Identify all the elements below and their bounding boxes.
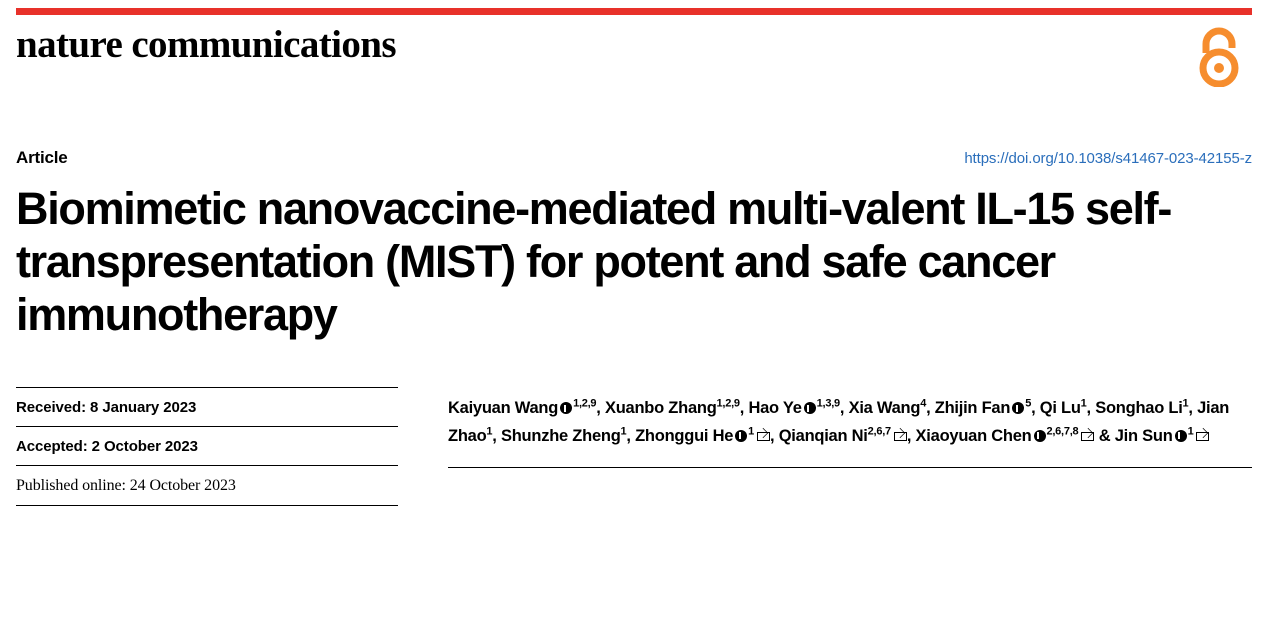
author-name[interactable]: Qi Lu bbox=[1039, 399, 1081, 418]
brand-rule bbox=[16, 8, 1252, 15]
accepted-date: Accepted: 2 October 2023 bbox=[16, 438, 198, 456]
article-meta-row bbox=[16, 148, 1252, 168]
divider bbox=[448, 467, 1252, 468]
divider bbox=[16, 505, 398, 506]
journal-masthead: nature communications bbox=[16, 23, 396, 66]
orcid-icon[interactable] bbox=[735, 430, 747, 442]
orcid-icon[interactable] bbox=[1175, 430, 1187, 442]
email-icon[interactable] bbox=[1081, 432, 1094, 441]
open-access-icon bbox=[1196, 27, 1242, 92]
author-name[interactable]: Shunzhe Zheng bbox=[500, 427, 621, 445]
dates-column bbox=[16, 387, 418, 506]
author-affiliation: 1 bbox=[748, 425, 755, 438]
author-name[interactable]: Kaiyuan Wang bbox=[448, 399, 559, 418]
author-name[interactable]: Zhijin Fan bbox=[934, 399, 1011, 418]
author-affiliation: 1 bbox=[620, 425, 627, 438]
orcid-icon[interactable] bbox=[560, 402, 572, 414]
author-name[interactable]: Xia Wang bbox=[848, 399, 921, 418]
author-name[interactable]: Songhao Li bbox=[1095, 399, 1183, 418]
author-name[interactable]: Qianqian Ni bbox=[778, 427, 868, 445]
article-page bbox=[0, 8, 1268, 624]
received-date: Received: 8 January 2023 bbox=[16, 399, 197, 417]
orcid-icon[interactable] bbox=[1034, 430, 1046, 442]
author-name[interactable]: Xiaoyuan Chen bbox=[915, 427, 1032, 445]
author-affiliation: 1,2,9 bbox=[573, 397, 597, 410]
masthead-row bbox=[16, 25, 1252, 92]
author-name[interactable]: Jian Zhao bbox=[448, 399, 1230, 445]
author-name[interactable]: Zhonggui He bbox=[635, 427, 734, 445]
author-affiliation: 2,6,7 bbox=[867, 425, 891, 438]
author-affiliation: 5 bbox=[1025, 397, 1032, 410]
published-date: Published online: 24 October 2023 bbox=[16, 477, 236, 495]
author-name[interactable]: Jin Sun bbox=[1114, 427, 1173, 445]
article-type-label: Article bbox=[16, 148, 68, 167]
ampersand: & bbox=[1098, 427, 1111, 445]
author-affiliation: 1 bbox=[1187, 425, 1194, 438]
author-affiliation: 1,2,9 bbox=[716, 397, 740, 410]
author-affiliation: 2,6,7,8 bbox=[1046, 425, 1079, 438]
author-name[interactable]: Hao Ye bbox=[748, 399, 802, 418]
email-icon[interactable] bbox=[1196, 432, 1209, 441]
author-affiliation: 1 bbox=[1182, 397, 1189, 410]
email-icon[interactable] bbox=[757, 432, 770, 441]
author-affiliation: 1,3,9 bbox=[816, 397, 840, 410]
author-name[interactable]: Xuanbo Zhang bbox=[604, 399, 717, 418]
article-info-section bbox=[16, 387, 1252, 506]
orcid-icon[interactable] bbox=[1012, 402, 1024, 414]
author-affiliation: 1 bbox=[486, 425, 493, 438]
author-list: Kaiyuan Wang $^{1,2,9}$, Xuanbo Zhang$^{1,2,9}$, Hao Ye $^{1,3,9}$, Xia Wang$^4$, Zhijin Fan $^5$, Qi Lu$^1$, Songhao Li$^1$, Jian Zhao$^1$, Shunzhe Zheng$^1$, Zhonggui He $^1$ , Qianqian Ni$^{2,6,7}$ , Xiaoyuan Chen $^{2,6,7,8}$ & Jin Sun $^1$ bbox=[448, 397, 1230, 445]
doi-link[interactable]: https://doi.org/10.1038/s41467-023-42155-z bbox=[964, 150, 1252, 167]
author-affiliation: 4 bbox=[920, 397, 927, 410]
author-affiliation: 1 bbox=[1080, 397, 1087, 410]
orcid-icon[interactable] bbox=[804, 402, 816, 414]
email-icon[interactable] bbox=[894, 432, 907, 441]
authors-column bbox=[418, 387, 1252, 506]
page-title: Biomimetic nanovaccine-mediated multi-valent IL-15 self-transpresentation (MIST) for potent and safe cancer immunotherapy bbox=[16, 183, 1172, 341]
